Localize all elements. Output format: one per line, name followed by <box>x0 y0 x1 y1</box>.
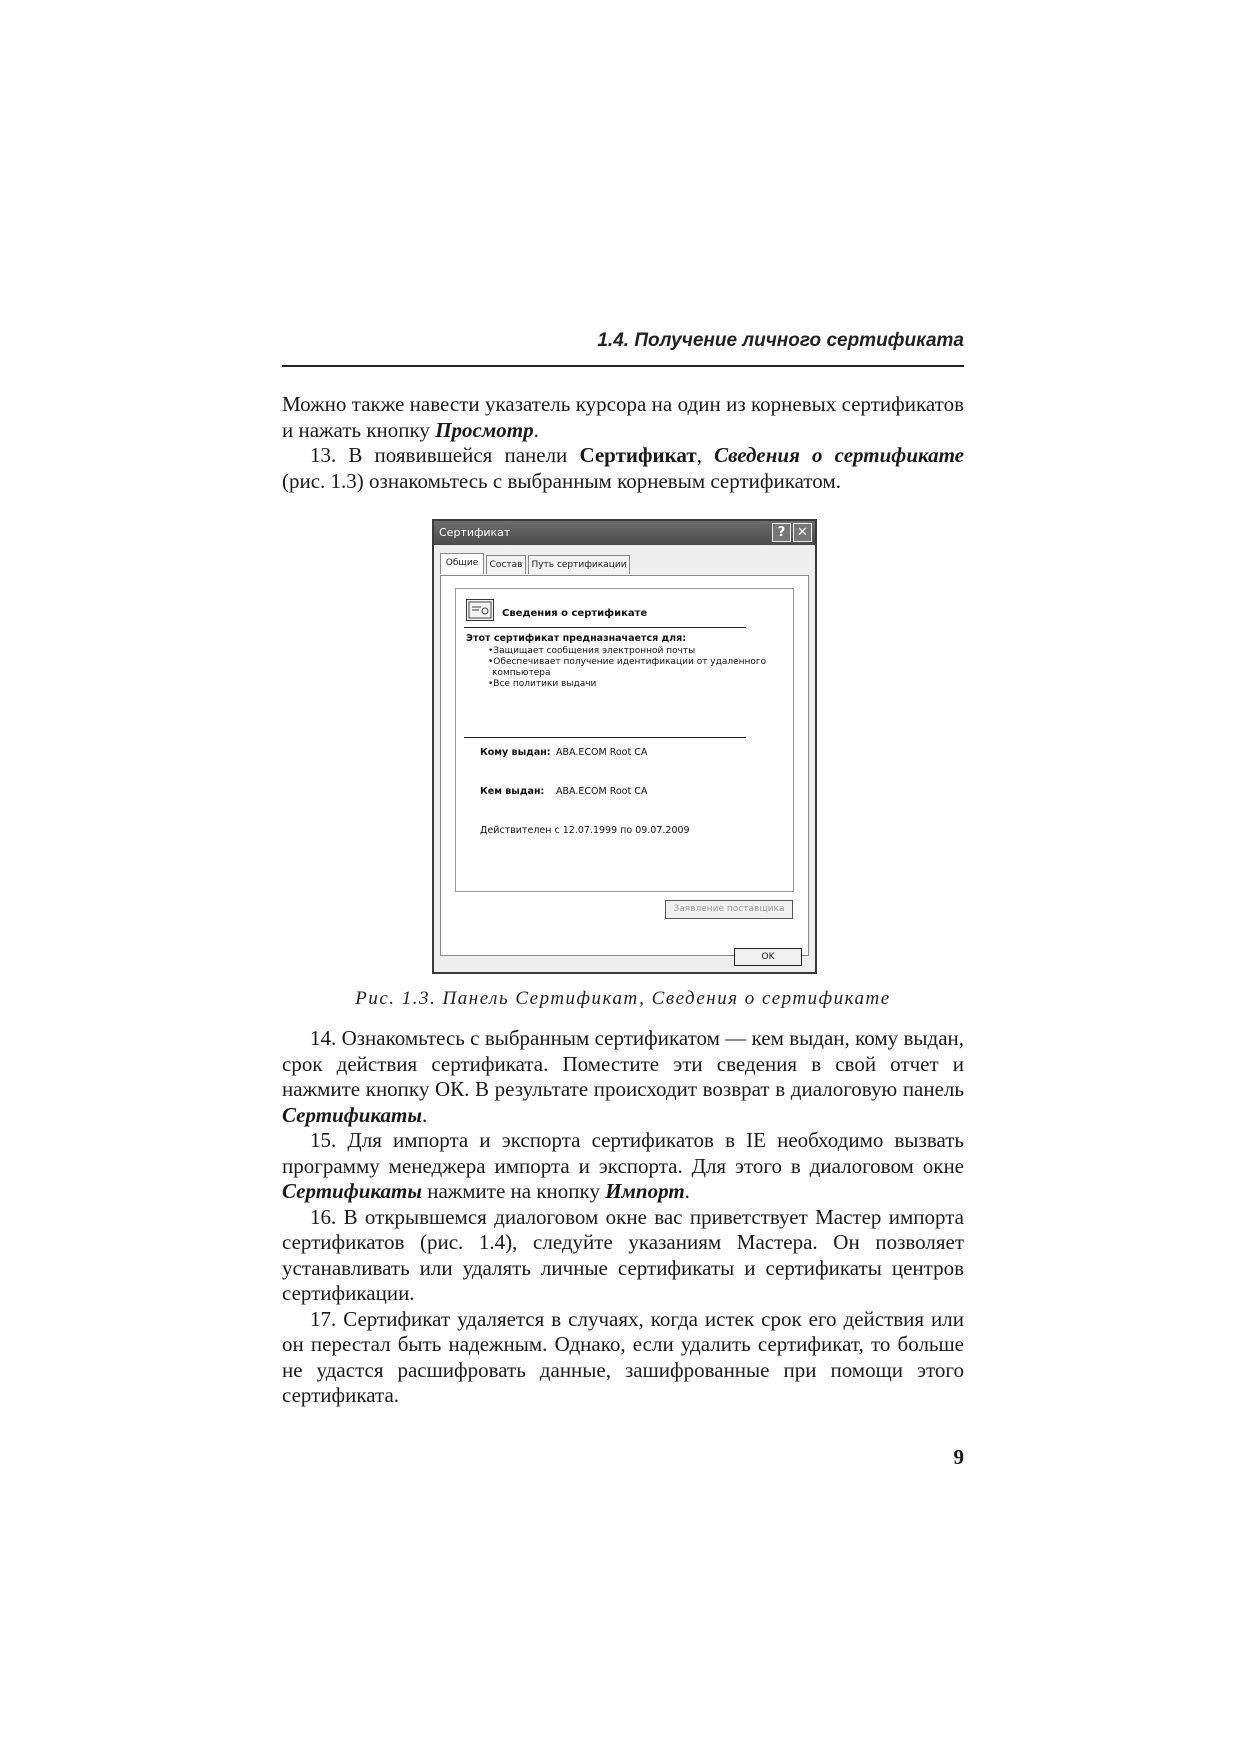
paragraph-intro <box>282 392 964 443</box>
punct: . <box>421 1102 428 1127</box>
paragraph-14 <box>282 1026 964 1128</box>
issued-by-value: ABA.ECOM Root CA <box>556 786 648 797</box>
issued-to-label: Кому выдан: <box>480 747 551 758</box>
close-button[interactable] <box>793 523 812 542</box>
purpose-item: •Обеспечивает получение идентификации от удаленного <box>488 657 767 667</box>
tab-details[interactable]: Состав <box>486 555 526 574</box>
issuer-statement-button[interactable]: Заявление поставщика <box>665 900 793 919</box>
certificate-dialog <box>432 519 817 974</box>
emphasis-certificates: Сертификаты <box>282 1179 422 1203</box>
paragraph-13 <box>282 443 964 494</box>
running-head: 1.4. Получение личного сертификата <box>597 330 964 351</box>
tab-panel-general <box>440 575 809 956</box>
emphasis-certificates: Сертификаты <box>282 1102 422 1127</box>
paragraph-16: 16. В открывшемся диалоговом окне вас приветствует Мастер импорта сертификатов (рис. 1.4), следуйте указаниям Мастера. Он позволяет устанавливать или удалять личные сертификаты и сертификаты центров сертификации. <box>282 1204 964 1305</box>
body-text <box>282 1026 964 1409</box>
purpose-heading: Этот сертификат предназначается для: <box>466 633 687 644</box>
certificate-icon <box>466 599 494 621</box>
divider <box>464 627 746 628</box>
cert-info-heading: Сведения о сертификате <box>502 608 648 619</box>
purpose-item: компьютера <box>492 668 551 678</box>
ok-button[interactable]: OK <box>734 948 802 966</box>
emphasis-import: Импорт <box>605 1179 685 1203</box>
punct: , <box>696 443 715 467</box>
help-button[interactable] <box>772 523 791 542</box>
paragraph-text: 15. Для импорта и экспорта сертификатов в IE необходимо вызвать программу менеджера импорта и экспорта. Для этого в диалоговом окне <box>282 1128 964 1178</box>
validity-period: Действителен с 12.07.1999 по 09.07.2009 <box>480 825 690 836</box>
figure-caption: Рис. 1.3. Панель Сертификат, Сведения о сертификате <box>355 988 891 1009</box>
certificate-icon-graphic <box>467 600 493 620</box>
issued-to-value: ABA.ECOM Root CA <box>556 747 648 758</box>
header-rule <box>282 365 964 367</box>
tab-general[interactable]: Общие <box>440 553 484 574</box>
paragraph-text: 14. Ознакомьтесь с выбранным сертификатом — кем выдан, кому выдан, срок действия сертификата. Поместите эти сведения в свой отчет и нажмите кнопку ОК. В результате происходит возврат в диалоговую панель <box>282 1026 964 1101</box>
purpose-item: •Все политики выдачи <box>488 679 597 689</box>
page-number: 9 <box>953 1445 964 1469</box>
emphasis-certificate: Сертификат <box>579 443 697 467</box>
top-text <box>282 392 964 494</box>
divider <box>464 737 746 738</box>
punct: . <box>684 1179 690 1203</box>
paragraph-text: 13. В появившейся панели <box>310 443 580 467</box>
paragraph-text: (рис. 1.3) ознакомьтесь с выбранным корневым сертификатом. <box>282 468 841 493</box>
punct: . <box>533 417 539 442</box>
dialog-titlebar <box>434 521 815 545</box>
tab-cert-path[interactable]: Путь сертификации <box>528 555 630 574</box>
dialog-title: Сертификат <box>439 526 511 539</box>
purpose-item: •Защищает сообщения электронной почты <box>488 646 696 656</box>
paragraph-text: Можно также навести указатель курсора на один из корневых сертификатов и нажать кнопку <box>282 392 964 442</box>
paragraph-17: 17. Сертификат удаляется в случаях, когда истек срок его действия или он перестал быть надежным. Однако, если удалить сертификат, то больше не удастся расшифровать данные, зашифрованные при помощи этого сертификата. <box>282 1306 964 1407</box>
paragraph-15 <box>282 1128 964 1205</box>
cert-info-box <box>455 588 794 892</box>
close-icon: ✕ <box>797 525 808 540</box>
help-icon: ? <box>777 525 786 540</box>
emphasis-cert-details: Сведения о сертификате <box>714 443 964 467</box>
issued-by-label: Кем выдан: <box>480 786 545 797</box>
emphasis-prosmotr: Просмотр <box>435 417 534 442</box>
paragraph-text: нажмите на кнопку <box>421 1179 606 1203</box>
